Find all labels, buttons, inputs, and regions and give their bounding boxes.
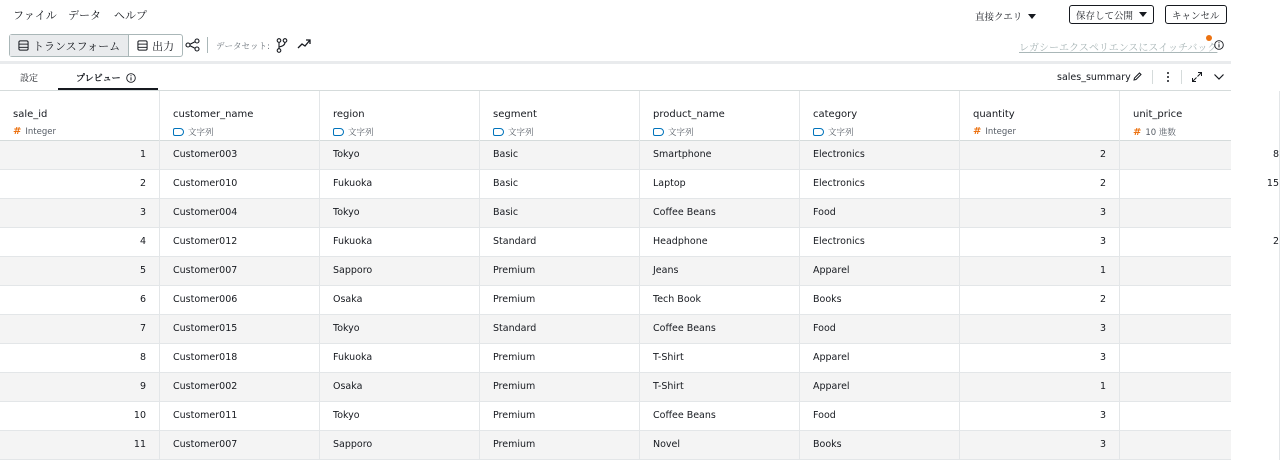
column-header-segment[interactable] xyxy=(480,91,640,141)
cell-region[interactable]: Sapporo xyxy=(320,431,480,460)
column-type-label: 文字列 xyxy=(828,128,854,138)
transform-label: トランスフォーム xyxy=(33,39,121,53)
cell-sale_id[interactable]: 4 xyxy=(0,228,160,257)
column-name: unit_price xyxy=(1133,109,1183,120)
notification-dot xyxy=(1206,35,1212,41)
caret-down-icon xyxy=(1139,12,1147,17)
trend-up-icon[interactable] xyxy=(297,38,312,50)
cell-customer_name[interactable]: Customer015 xyxy=(160,315,320,344)
cell-segment[interactable]: Basic xyxy=(480,199,640,228)
table-row xyxy=(0,286,1231,315)
preview-grid xyxy=(0,91,1279,460)
cell-unit_price[interactable]: 2 xyxy=(1120,228,1280,257)
cancel-label: キャンセル xyxy=(1172,10,1220,22)
tag-icon xyxy=(493,128,504,136)
column-type-label: 文字列 xyxy=(508,128,534,138)
cell-unit_price[interactable] xyxy=(1120,315,1280,344)
cell-category[interactable]: Electronics xyxy=(800,170,960,199)
cell-customer_name[interactable]: Customer018 xyxy=(160,344,320,373)
cell-region[interactable]: Fukuoka xyxy=(320,170,480,199)
hash-icon: # xyxy=(1133,126,1142,138)
column-type-label: 10 進数 xyxy=(1145,128,1176,138)
column-type xyxy=(973,126,1119,137)
info-icon[interactable] xyxy=(1214,40,1224,50)
dataset-label: データセット: xyxy=(216,42,270,52)
column-type xyxy=(173,126,319,138)
cell-quantity[interactable]: 2 xyxy=(960,170,1120,199)
cell-customer_name[interactable]: Customer007 xyxy=(160,431,320,460)
cell-unit_price[interactable] xyxy=(1120,286,1280,315)
column-type-label: Integer xyxy=(985,126,1016,137)
column-header-product_name[interactable] xyxy=(640,91,800,141)
cell-region[interactable]: Osaka xyxy=(320,286,480,315)
column-name: region xyxy=(333,109,365,120)
cell-sale_id[interactable]: 11 xyxy=(0,431,160,460)
cell-region[interactable]: Osaka xyxy=(320,373,480,402)
column-type xyxy=(493,126,639,138)
cell-product_name[interactable]: Laptop xyxy=(640,170,800,199)
column-header-unit_price[interactable] xyxy=(1120,91,1280,141)
column-type xyxy=(1133,126,1279,138)
cell-customer_name[interactable]: Customer004 xyxy=(160,199,320,228)
cell-quantity[interactable]: 3 xyxy=(960,199,1120,228)
cell-region[interactable]: Fukuoka xyxy=(320,344,480,373)
tag-icon xyxy=(813,128,824,136)
cell-sale_id[interactable]: 3 xyxy=(0,199,160,228)
cell-quantity[interactable]: 2 xyxy=(960,286,1120,315)
column-name: customer_name xyxy=(173,109,254,120)
cell-customer_name[interactable]: Customer012 xyxy=(160,228,320,257)
info-icon[interactable] xyxy=(126,73,136,83)
cell-sale_id[interactable]: 7 xyxy=(0,315,160,344)
cell-quantity[interactable]: 3 xyxy=(960,402,1120,431)
cell-sale_id[interactable]: 6 xyxy=(0,286,160,315)
more-vertical-icon[interactable] xyxy=(1164,71,1172,83)
cell-quantity[interactable]: 3 xyxy=(960,315,1120,344)
cell-quantity[interactable]: 1 xyxy=(960,257,1120,286)
cell-region[interactable]: Tokyo xyxy=(320,199,480,228)
cell-sale_id[interactable]: 9 xyxy=(0,373,160,402)
cell-product_name[interactable]: Coffee Beans xyxy=(640,315,800,344)
rows-container xyxy=(0,141,1279,460)
toolbar xyxy=(0,30,1231,60)
column-type-label: 文字列 xyxy=(188,128,214,138)
transform-button[interactable] xyxy=(10,35,129,56)
cell-customer_name[interactable]: Customer007 xyxy=(160,257,320,286)
query-mode-dropdown[interactable] xyxy=(975,9,1036,23)
output-label: 出力 xyxy=(152,39,175,53)
table-row xyxy=(0,170,1279,199)
cell-segment[interactable]: Premium xyxy=(480,257,640,286)
tab-preview[interactable] xyxy=(76,71,136,84)
cell-product_name[interactable]: T-Shirt xyxy=(640,373,800,402)
query-mode-label: 直接クエリ xyxy=(975,12,1023,23)
cell-unit_price[interactable]: 8 xyxy=(1120,141,1280,170)
cell-region[interactable]: Tokyo xyxy=(320,141,480,170)
cell-segment[interactable]: Premium xyxy=(480,373,640,402)
column-name: category xyxy=(813,109,858,120)
cell-sale_id[interactable]: 2 xyxy=(0,170,160,199)
column-name: product_name xyxy=(653,109,725,120)
table-row xyxy=(0,373,1231,402)
column-header-quantity[interactable] xyxy=(960,91,1120,141)
share-nodes-icon[interactable] xyxy=(185,38,200,52)
cell-segment[interactable]: Premium xyxy=(480,402,640,431)
cell-sale_id[interactable]: 1 xyxy=(0,141,160,170)
output-button[interactable] xyxy=(129,35,182,56)
cell-category[interactable]: Electronics xyxy=(800,228,960,257)
cell-sale_id[interactable]: 8 xyxy=(0,344,160,373)
table-row xyxy=(0,315,1231,344)
cell-customer_name[interactable]: Customer003 xyxy=(160,141,320,170)
column-name: quantity xyxy=(973,109,1015,120)
cell-segment[interactable]: Premium xyxy=(480,344,640,373)
tag-icon xyxy=(173,128,184,136)
output-icon xyxy=(137,40,148,51)
table-row xyxy=(0,257,1231,286)
cell-region[interactable]: Tokyo xyxy=(320,402,480,431)
cell-segment[interactable]: Standard xyxy=(480,315,640,344)
cell-category[interactable]: Food xyxy=(800,315,960,344)
column-type-label: 文字列 xyxy=(668,128,694,138)
column-type xyxy=(333,126,479,138)
active-tab-indicator xyxy=(58,88,158,90)
cell-unit_price[interactable] xyxy=(1120,373,1280,402)
column-name: sale_id xyxy=(13,109,48,120)
cell-customer_name[interactable]: Customer002 xyxy=(160,373,320,402)
table-row xyxy=(0,344,1231,373)
cell-customer_name[interactable]: Customer011 xyxy=(160,402,320,431)
header-row xyxy=(0,91,1231,141)
cell-unit_price[interactable] xyxy=(1120,344,1280,373)
cell-unit_price[interactable] xyxy=(1120,402,1280,431)
cell-category[interactable]: Apparel xyxy=(800,344,960,373)
cell-product_name[interactable]: Novel xyxy=(640,431,800,460)
cell-quantity[interactable]: 2 xyxy=(960,141,1120,170)
column-type xyxy=(813,126,959,138)
column-header-customer_name[interactable] xyxy=(160,91,320,141)
tabs-bar xyxy=(0,64,1231,91)
table-row xyxy=(0,402,1231,431)
cell-category[interactable]: Food xyxy=(800,402,960,431)
column-type xyxy=(13,126,159,137)
column-name: segment xyxy=(493,109,537,120)
hash-icon: # xyxy=(973,126,982,137)
tag-icon xyxy=(653,128,664,136)
cell-customer_name[interactable]: Customer006 xyxy=(160,286,320,315)
tab-settings-label: 設定 xyxy=(20,74,39,84)
column-type-label: 文字列 xyxy=(348,128,374,138)
cell-segment[interactable]: Premium xyxy=(480,286,640,315)
menu-data[interactable]: データ xyxy=(68,9,101,22)
column-type-label: Integer xyxy=(25,126,56,137)
cell-product_name[interactable]: Jeans xyxy=(640,257,800,286)
cell-sale_id[interactable]: 10 xyxy=(0,402,160,431)
cell-region[interactable]: Tokyo xyxy=(320,315,480,344)
cell-product_name[interactable]: T-Shirt xyxy=(640,344,800,373)
caret-down-icon xyxy=(1028,14,1036,19)
branch-icon[interactable] xyxy=(276,38,288,53)
cell-category[interactable]: Apparel xyxy=(800,373,960,402)
cell-quantity[interactable]: 3 xyxy=(960,344,1120,373)
toolbar-divider xyxy=(207,37,208,53)
cell-unit_price[interactable] xyxy=(1120,257,1280,286)
menu-file[interactable]: ファイル xyxy=(13,9,57,22)
cell-quantity[interactable]: 3 xyxy=(960,431,1120,460)
cell-product_name[interactable]: Coffee Beans xyxy=(640,199,800,228)
cell-segment[interactable]: Basic xyxy=(480,141,640,170)
hash-icon: # xyxy=(13,126,22,137)
cell-quantity[interactable]: 1 xyxy=(960,373,1120,402)
tag-icon xyxy=(333,128,344,136)
save-publish-button[interactable] xyxy=(1069,5,1154,24)
cell-product_name[interactable]: Tech Book xyxy=(640,286,800,315)
view-toggle xyxy=(9,34,183,57)
cell-customer_name[interactable]: Customer010 xyxy=(160,170,320,199)
cell-category[interactable]: Electronics xyxy=(800,141,960,170)
dataset-name: sales_summary xyxy=(1057,72,1131,83)
save-publish-label: 保存して公開 xyxy=(1076,10,1134,22)
cell-product_name[interactable]: Coffee Beans xyxy=(640,402,800,431)
column-header-region[interactable] xyxy=(320,91,480,141)
cell-segment[interactable]: Basic xyxy=(480,170,640,199)
tabbar-divider xyxy=(1152,70,1153,84)
cell-region[interactable]: Sapporo xyxy=(320,257,480,286)
menu-help[interactable]: ヘルプ xyxy=(114,9,147,22)
transform-icon xyxy=(18,40,29,51)
tabbar-divider xyxy=(1181,70,1182,84)
table-row xyxy=(0,141,1279,170)
cell-category[interactable]: Books xyxy=(800,431,960,460)
column-header-category[interactable] xyxy=(800,91,960,141)
table-row xyxy=(0,228,1279,257)
legacy-experience-link[interactable]: レガシーエクスペリエンスにスイッチバック xyxy=(1019,43,1218,54)
cell-unit_price[interactable] xyxy=(1120,199,1280,228)
cell-quantity[interactable]: 3 xyxy=(960,228,1120,257)
cell-segment[interactable]: Standard xyxy=(480,228,640,257)
cell-category[interactable]: Apparel xyxy=(800,257,960,286)
chevron-down-icon[interactable] xyxy=(1213,71,1225,83)
cell-product_name[interactable]: Headphone xyxy=(640,228,800,257)
cell-unit_price[interactable]: 15 xyxy=(1120,170,1280,199)
cell-category[interactable]: Books xyxy=(800,286,960,315)
cell-product_name[interactable]: Smartphone xyxy=(640,141,800,170)
cell-sale_id[interactable]: 5 xyxy=(0,257,160,286)
tab-settings[interactable] xyxy=(20,71,38,84)
table-row xyxy=(0,199,1231,228)
column-header-sale_id[interactable] xyxy=(0,91,160,141)
tab-preview-label: プレビュー xyxy=(76,74,121,84)
pencil-icon[interactable] xyxy=(1132,71,1143,82)
column-type xyxy=(653,126,799,138)
expand-icon[interactable] xyxy=(1191,71,1203,83)
cell-unit_price[interactable] xyxy=(1120,431,1280,460)
cancel-button[interactable] xyxy=(1165,5,1227,24)
cell-category[interactable]: Food xyxy=(800,199,960,228)
cell-segment[interactable]: Premium xyxy=(480,431,640,460)
cell-region[interactable]: Fukuoka xyxy=(320,228,480,257)
menu-bar xyxy=(0,0,1231,28)
table-row xyxy=(0,431,1231,460)
